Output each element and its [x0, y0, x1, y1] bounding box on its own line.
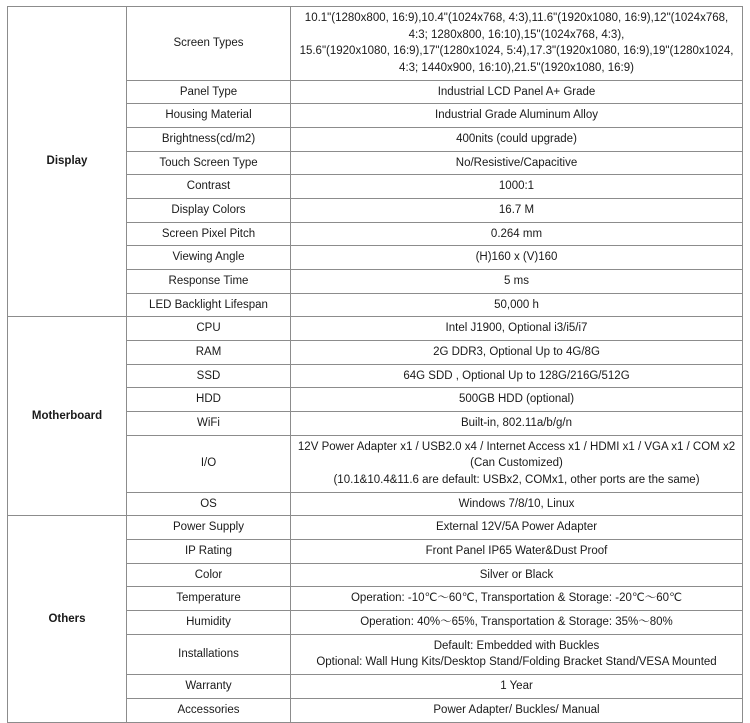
spec-value-line: 500GB HDD (optional)	[458, 393, 575, 406]
spec-label: Housing Material	[127, 104, 291, 128]
spec-label: Screen Types	[127, 7, 291, 81]
spec-label: IP Rating	[127, 540, 291, 564]
spec-value-line: Operation: -10℃～60℃, Transportation & Storage: -20℃～60℃	[350, 592, 682, 605]
spec-value	[291, 317, 743, 341]
spec-value-line: Silver or Black	[479, 568, 554, 581]
spec-value-line: 16.7 M	[498, 204, 535, 217]
spec-value-line: 64G SDD , Optional Up to 128G/216G/512G	[403, 369, 630, 382]
spec-value-line: 2G DDR3, Optional Up to 4G/8G	[433, 346, 600, 359]
spec-value	[291, 293, 743, 317]
spec-value-line: (10.1&10.4&11.6 are default: USBx2, COMx1, other ports are the same)	[333, 474, 700, 487]
spec-value-line: (Can Customized)	[470, 457, 563, 470]
spec-label: Viewing Angle	[127, 246, 291, 270]
spec-value-line: 12V Power Adapter x1 / USB2.0 x4 / Internet Access x1 / HDMI x1 / VGA x1 / COM x2	[297, 440, 736, 453]
spec-label: I/O	[127, 435, 291, 492]
specifications-table-body	[8, 7, 743, 723]
spec-value-line: 0.264 mm	[490, 227, 543, 240]
spec-label: WiFi	[127, 412, 291, 436]
spec-label: OS	[127, 492, 291, 516]
spec-label: Humidity	[127, 611, 291, 635]
spec-value-line: Default: Embedded with Buckles	[433, 639, 600, 652]
group-label: Others	[8, 516, 127, 722]
spec-value	[291, 412, 743, 436]
spec-value	[291, 7, 743, 81]
spec-value	[291, 492, 743, 516]
spec-value	[291, 435, 743, 492]
table-row	[8, 317, 743, 341]
spec-value-line: Power Adapter/ Buckles/ Manual	[433, 703, 600, 716]
spec-value-line: 1 Year	[500, 680, 533, 693]
spec-label: Panel Type	[127, 80, 291, 104]
spec-value	[291, 270, 743, 294]
spec-value-line: 15.6"(1920x1080, 16:9),17"(1280x1024, 5:4),17.3"(1920x1080, 16:9),19"(1280x1024,	[299, 45, 734, 58]
spec-value	[291, 634, 743, 674]
spec-value	[291, 388, 743, 412]
spec-value-line: Front Panel IP65 Water&Dust Proof	[425, 545, 608, 558]
spec-value	[291, 151, 743, 175]
spec-value-line: Industrial Grade Aluminum Alloy	[435, 109, 598, 122]
spec-value	[291, 341, 743, 365]
spec-label: Screen Pixel Pitch	[127, 222, 291, 246]
spec-label: Contrast	[127, 175, 291, 199]
spec-value	[291, 587, 743, 611]
spec-value-line: Built-in, 802.11a/b/g/n	[460, 417, 573, 430]
spec-value	[291, 199, 743, 223]
spec-label: LED Backlight Lifespan	[127, 293, 291, 317]
specifications-table	[7, 6, 743, 723]
spec-value	[291, 675, 743, 699]
spec-value-line: 1000:1	[498, 180, 535, 193]
spec-value-line: Optional: Wall Hung Kits/Desktop Stand/Folding Bracket Stand/VESA Mounted	[316, 656, 717, 669]
spec-value-line: No/Resistive/Capacitive	[455, 156, 578, 169]
spec-value	[291, 175, 743, 199]
spec-value-line: 400nits (could upgrade)	[456, 133, 577, 146]
spec-value-line: Industrial LCD Panel A+ Grade	[437, 85, 596, 98]
spec-label: CPU	[127, 317, 291, 341]
spec-label: RAM	[127, 341, 291, 365]
spec-value	[291, 611, 743, 635]
spec-value-line: (H)160 x (V)160	[475, 251, 558, 264]
spec-value	[291, 563, 743, 587]
spec-label: Brightness(cd/m2)	[127, 128, 291, 152]
spec-label: Display Colors	[127, 199, 291, 223]
spec-label: Power Supply	[127, 516, 291, 540]
spec-value-line: External 12V/5A Power Adapter	[435, 521, 598, 534]
table-row	[8, 516, 743, 540]
spec-value	[291, 364, 743, 388]
spec-value	[291, 222, 743, 246]
spec-value	[291, 516, 743, 540]
group-label: Display	[8, 7, 127, 317]
spec-value-line: Intel J1900, Optional i3/i5/i7	[445, 322, 588, 335]
spec-value-line: 50,000 h	[494, 298, 539, 311]
spec-label: Installations	[127, 634, 291, 674]
spec-label: Touch Screen Type	[127, 151, 291, 175]
spec-value	[291, 104, 743, 128]
spec-value-line: Operation: 40%～65%, Transportation & Storage: 35%～80%	[360, 616, 673, 629]
spec-value	[291, 128, 743, 152]
spec-label: Response Time	[127, 270, 291, 294]
spec-label: Temperature	[127, 587, 291, 611]
spec-value-line: 5 ms	[504, 275, 529, 288]
table-row	[8, 7, 743, 81]
spec-label: SSD	[127, 364, 291, 388]
spec-label: Color	[127, 563, 291, 587]
spec-value-line: 4:3; 1440x900, 16:10),21.5"(1920x1080, 16:9)	[399, 62, 634, 75]
spec-label: Warranty	[127, 675, 291, 699]
group-label: Motherboard	[8, 317, 127, 516]
spec-value	[291, 540, 743, 564]
spec-value	[291, 698, 743, 722]
spec-value	[291, 246, 743, 270]
spec-value-line: Windows 7/8/10, Linux	[458, 497, 575, 510]
spec-label: Accessories	[127, 698, 291, 722]
spec-value-line: 4:3; 1280x800, 16:10),15"(1024x768, 4:3),	[408, 28, 625, 41]
spec-value-line: 10.1"(1280x800, 16:9),10.4"(1024x768, 4:3),11.6"(1920x1080, 16:9),12"(1024x768,	[304, 12, 729, 24]
spec-label: HDD	[127, 388, 291, 412]
spec-value	[291, 80, 743, 104]
